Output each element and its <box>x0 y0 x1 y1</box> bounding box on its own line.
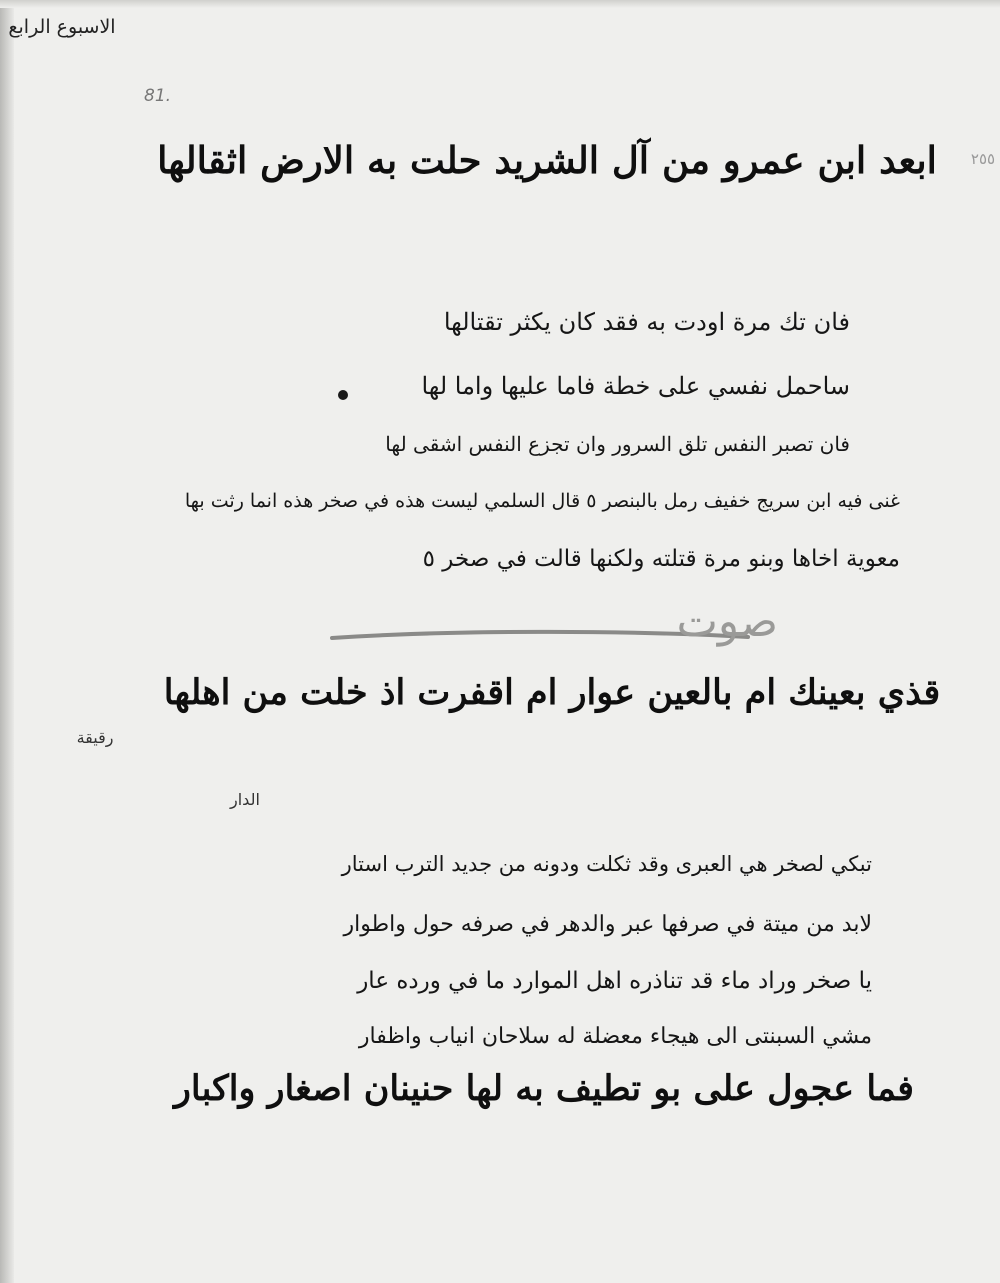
passage-line: فان تك مرة اودت به فقد كان يكثر تقتالها <box>443 308 850 336</box>
passage-line: يا صخر وراد ماء قد تناذره اهل الموارد ما في ورده عار <box>357 968 872 994</box>
margin-note-left: رقيقة <box>76 728 114 747</box>
scan-left-edge <box>0 0 14 1283</box>
folio-number: 81. <box>144 86 172 106</box>
passage-line: تبكي لصخر هي العبرى وقد ثكلت ودونه من جديد الترب استار <box>341 852 872 876</box>
verse-dot-marker <box>338 390 348 400</box>
verse-heading-2: قذي بعينك ام بالعين عوار ام اقفرت اذ خلت من اهلها <box>163 672 941 713</box>
passage-note-line: غنى فيه ابن سريج خفيف رمل بالبنصر ٥ قال السلمي ليست هذه في صخر هذه انما رثت بها <box>184 490 900 512</box>
verse-heading-1: ابعد ابن عمرو من آل الشريد حلت به الارض اثقالها <box>157 138 937 182</box>
passage-note-line: معوية اخاها وبنو مرة قتلته ولكنها قالت في صخر ٥ <box>422 546 900 572</box>
passage-line: ساحمل نفسي على خطة فاما عليها واما لها <box>421 372 850 400</box>
corner-note: الاسبوع الرابع <box>8 16 116 38</box>
section-heading: صوت <box>676 596 778 647</box>
passage-line: لابد من ميتة في صرفها عبر والدهر في صرفه حول واطوار <box>343 912 872 937</box>
passage-line: مشي السبنتى الى هيجاء معضلة له سلاحان انياب واظفار <box>358 1024 872 1049</box>
verse-heading-3: فما عجول على بو تطيف به لها حنينان اصغار واكبار <box>174 1068 914 1109</box>
interlinear-note: الدار <box>230 790 260 809</box>
passage-line: فان تصبر النفس تلق السرور وان تجزع النفس اشقى لها <box>385 432 850 456</box>
scan-top-edge <box>0 0 1000 8</box>
margin-note-right: ٢٥٥ <box>970 150 996 168</box>
